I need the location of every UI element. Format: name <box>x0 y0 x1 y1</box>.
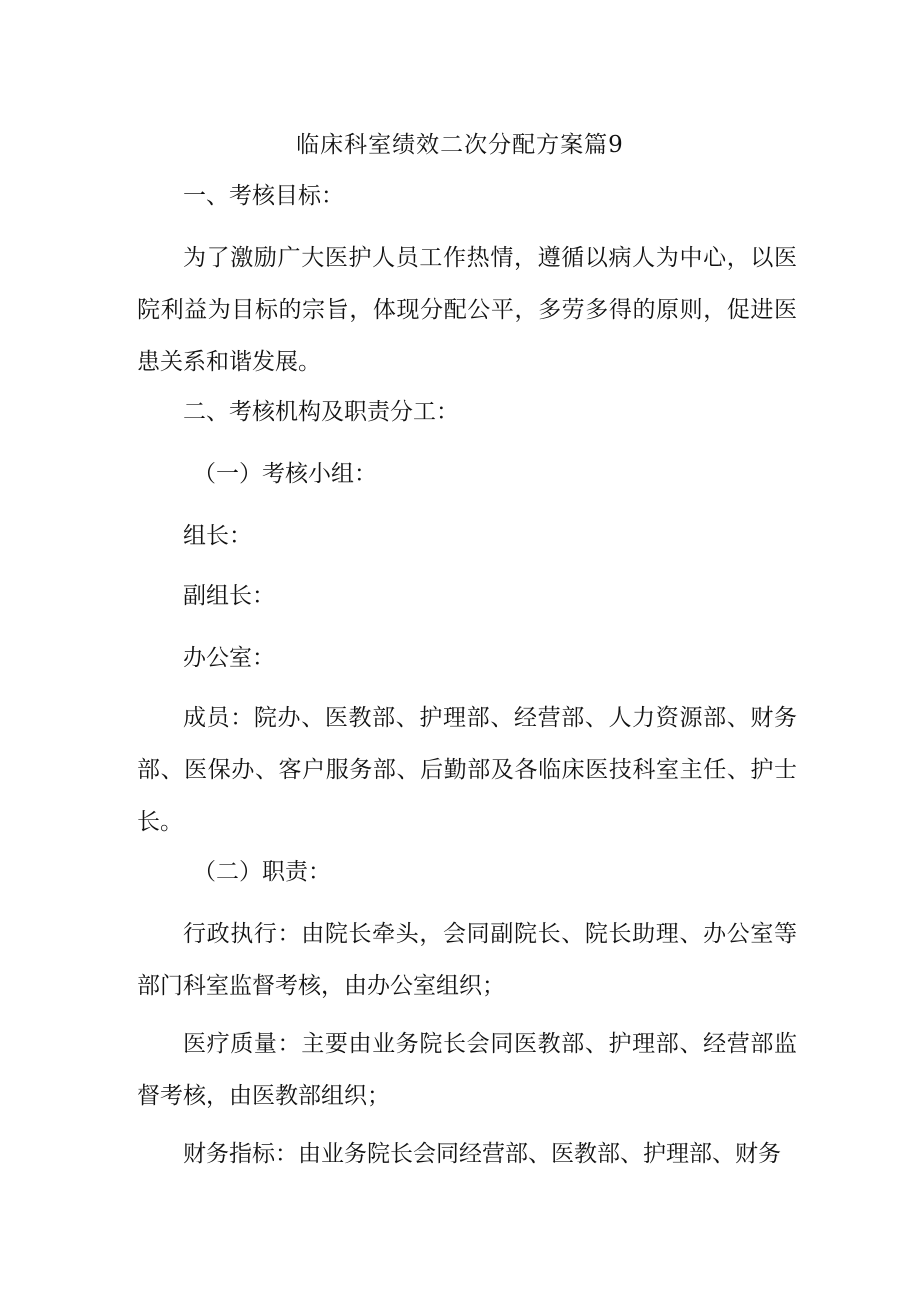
subsection-heading-1: （一）考核小组： <box>193 461 377 487</box>
field-office: 办公室： <box>183 645 275 671</box>
paragraph-goal: 为了激励广大医护人员工作热情，遵循以病人为中心，以医院利益为目标的宗旨，体现分配公平，多劳多得的原则，促进医患关系和谐发展。 <box>137 245 797 375</box>
section-heading-2: 二、考核机构及职责分工： <box>183 399 459 425</box>
field-deputy-leader: 副组长： <box>183 583 275 609</box>
subsection-heading-2: （二）职责： <box>193 859 331 885</box>
paragraph-members: 成员：院办、医教部、护理部、经营部、人力资源部、财务部、医保办、客户服务部、后勤部及各临床医技科室主任、护士长。 <box>137 705 797 835</box>
paragraph-admin-execution: 行政执行：由院长牵头，会同副院长、院长助理、办公室等部门科室监督考核，由办公室组织； <box>137 921 797 999</box>
section-heading-1: 一、考核目标： <box>183 183 344 209</box>
paragraph-financial-indicators: 财务指标：由业务院长会同经营部、医教部、护理部、财务 <box>183 1141 781 1167</box>
document-title: 临床科室绩效二次分配方案篇9 <box>296 132 624 158</box>
field-leader: 组长： <box>183 523 252 549</box>
paragraph-medical-quality: 医疗质量：主要由业务院长会同医教部、护理部、经营部监督考核，由医教部组织； <box>137 1031 797 1109</box>
